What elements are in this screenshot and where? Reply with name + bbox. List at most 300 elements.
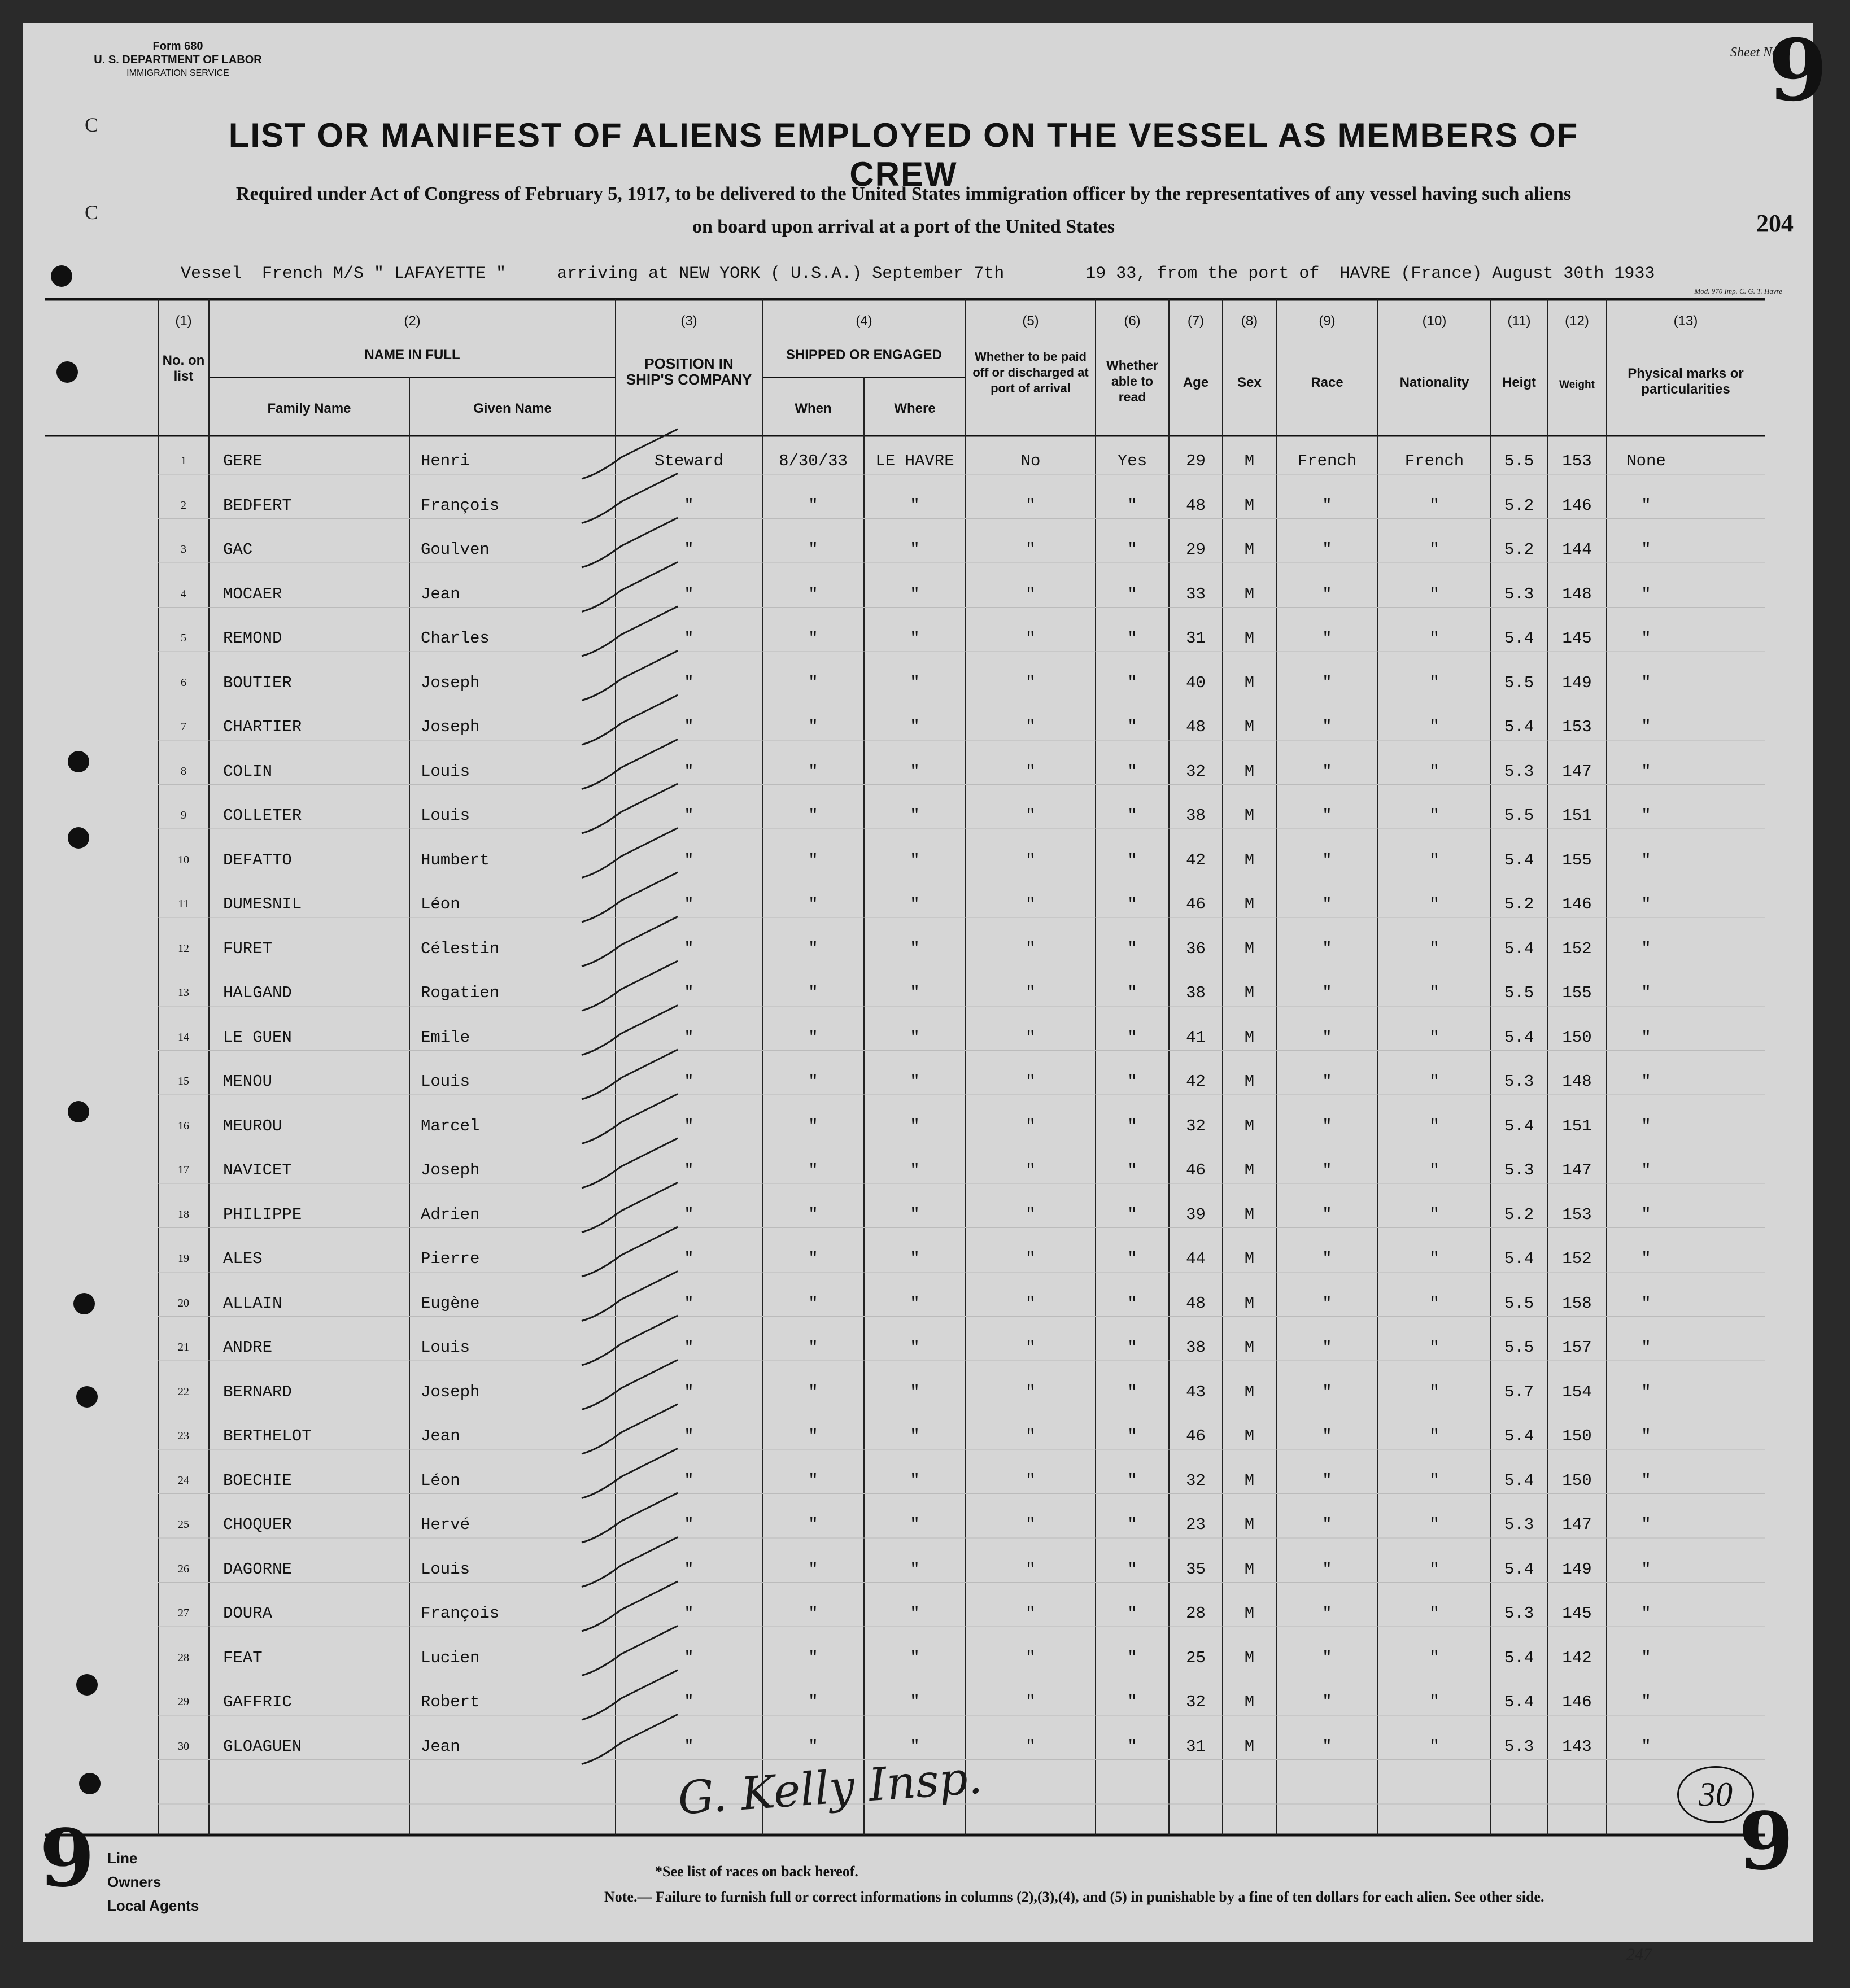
line-label: Line — [107, 1850, 138, 1867]
cell-read: " — [1127, 1294, 1137, 1313]
cell-position: " — [684, 1427, 694, 1445]
cell-marks: " — [1641, 1072, 1651, 1091]
cell-marks: " — [1641, 1515, 1651, 1534]
page-title: LIST OR MANIFEST OF ALIENS EMPLOYED ON THE VESSEL AS MEMBERS OF CREW — [228, 116, 1579, 193]
cell-given: Charles — [421, 629, 490, 648]
cell-sex: M — [1244, 673, 1255, 692]
cell-nationality: " — [1429, 1382, 1439, 1401]
cell-read: " — [1127, 1028, 1137, 1047]
cell-age: 28 — [1186, 1604, 1206, 1623]
cell-position: " — [684, 1205, 694, 1224]
cell-position: Steward — [655, 452, 723, 470]
cell-no: 24 — [178, 1474, 189, 1487]
cell-family: HALGAND — [223, 984, 292, 1002]
cell-height: 5.4 — [1504, 1116, 1534, 1135]
cell-height: 5.5 — [1504, 673, 1534, 692]
cell-race: " — [1322, 584, 1332, 604]
cell-weight: 152 — [1562, 1249, 1592, 1268]
cell-when: " — [808, 1249, 818, 1268]
cell-sex: M — [1244, 1116, 1255, 1135]
cell-race: " — [1322, 1737, 1332, 1756]
cell-race: " — [1322, 1072, 1332, 1091]
cell-given: Louis — [421, 762, 470, 781]
page-stamp: 247 — [1626, 1945, 1652, 1964]
cell-marks: " — [1641, 1737, 1651, 1756]
cell-marks: " — [1641, 718, 1651, 736]
cell-read: " — [1127, 718, 1137, 736]
cell-paid: " — [1026, 1382, 1036, 1401]
cell-when: " — [808, 1427, 818, 1445]
cell-position: " — [684, 895, 694, 914]
cell-given: Goulven — [421, 540, 490, 559]
cell-when: " — [808, 1515, 818, 1534]
cell-sex: M — [1244, 584, 1255, 604]
cell-no: 15 — [178, 1075, 189, 1087]
cell-where: " — [910, 762, 920, 781]
cell-race: " — [1322, 1028, 1332, 1047]
cell-weight: 144 — [1562, 540, 1592, 559]
cell-no: 17 — [178, 1164, 189, 1176]
cell-age: 46 — [1186, 1161, 1206, 1179]
cell-age: 38 — [1186, 806, 1206, 825]
col4-number: (4) — [856, 313, 872, 329]
cell-age: 39 — [1186, 1205, 1206, 1224]
cell-height: 5.2 — [1504, 1205, 1534, 1224]
col4-header: SHIPPED OR ENGAGED — [786, 347, 943, 362]
cell-nationality: " — [1429, 1294, 1439, 1313]
cell-where: " — [910, 673, 920, 692]
cell-nationality: " — [1429, 1028, 1439, 1047]
cell-height: 5.3 — [1504, 762, 1534, 781]
cell-marks: " — [1641, 1427, 1651, 1445]
cell-weight: 148 — [1562, 584, 1592, 604]
col5-number: (5) — [1022, 313, 1039, 329]
cell-read: " — [1127, 1604, 1137, 1623]
cell-where: " — [910, 895, 920, 914]
cell-read: " — [1127, 1648, 1137, 1667]
cell-sex: M — [1244, 1515, 1255, 1534]
cell-sex: M — [1244, 496, 1255, 515]
owners-label: Owners — [107, 1873, 162, 1890]
cell-marks: " — [1641, 1205, 1651, 1224]
cell-weight: 149 — [1562, 1559, 1592, 1579]
cell-weight: 145 — [1562, 629, 1592, 648]
cell-weight: 150 — [1562, 1028, 1592, 1047]
cell-nationality: " — [1429, 806, 1439, 825]
cell-family: DUMESNIL — [223, 895, 302, 914]
cell-when: " — [808, 1648, 818, 1667]
cell-where: " — [910, 1515, 920, 1534]
col2-number: (2) — [404, 313, 421, 329]
cell-weight: 148 — [1562, 1072, 1592, 1091]
cell-sex: M — [1244, 806, 1255, 825]
cell-when: " — [808, 1028, 818, 1047]
cell-race: " — [1322, 1116, 1332, 1135]
cell-given: Jean — [421, 584, 460, 604]
cell-race: " — [1322, 1559, 1332, 1579]
cell-given: Adrien — [421, 1205, 480, 1224]
cell-family: REMOND — [223, 629, 282, 648]
cell-given: Jean — [421, 1427, 460, 1445]
col7-number: (7) — [1187, 313, 1205, 329]
cell-marks: " — [1641, 673, 1651, 692]
cell-position: " — [684, 629, 694, 648]
cell-sex: M — [1244, 984, 1255, 1002]
cell-when: " — [808, 1294, 818, 1313]
cell-nationality: " — [1429, 984, 1439, 1002]
cell-height: 5.4 — [1504, 1028, 1534, 1047]
cell-family: BOECHIE — [223, 1471, 292, 1490]
cell-family: MOCAER — [223, 584, 282, 604]
col11-number: (11) — [1507, 313, 1531, 329]
cell-position: " — [684, 1515, 694, 1534]
margin-mark: C — [85, 113, 99, 136]
cell-age: 32 — [1186, 1693, 1206, 1711]
cell-race: " — [1322, 1515, 1332, 1534]
cell-weight: 153 — [1562, 1205, 1592, 1224]
cell-where: " — [910, 540, 920, 559]
cell-nationality: " — [1429, 1515, 1439, 1534]
cell-where: " — [910, 939, 920, 958]
family-name-header: Family Name — [267, 401, 351, 416]
cell-sex: M — [1244, 1693, 1255, 1711]
cell-race: " — [1322, 1161, 1332, 1179]
cell-paid: " — [1026, 496, 1036, 515]
cell-read: " — [1127, 629, 1137, 648]
col6-number: (6) — [1124, 313, 1141, 329]
cell-age: 46 — [1186, 1427, 1206, 1445]
cell-sex: M — [1244, 1205, 1255, 1224]
cell-no: 4 — [181, 587, 186, 600]
cell-read: " — [1127, 1515, 1137, 1534]
cell-race: " — [1322, 629, 1332, 648]
cell-no: 30 — [178, 1740, 189, 1753]
cell-race: " — [1322, 850, 1332, 870]
cell-age: 29 — [1186, 540, 1206, 559]
cell-when: " — [808, 1382, 818, 1401]
cell-marks: " — [1641, 1028, 1651, 1047]
cell-nationality: " — [1429, 1161, 1439, 1179]
cell-family: COLLETER — [223, 806, 302, 825]
cell-position: " — [684, 584, 694, 604]
cell-sex: M — [1244, 1737, 1255, 1756]
cell-no: 3 — [181, 543, 186, 556]
cell-sex: M — [1244, 1028, 1255, 1047]
requirement-line-1: Required under Act of Congress of February 5, 1917, to be delivered to the United States immigration officer by the representatives of any vessel having such aliens — [235, 183, 1572, 204]
cell-sex: M — [1244, 1382, 1255, 1401]
cell-given: Eugène — [421, 1294, 480, 1313]
cell-position: " — [684, 984, 694, 1002]
cell-family: NAVICET — [223, 1161, 292, 1179]
cell-nationality: " — [1429, 1338, 1439, 1357]
cell-given: Louis — [421, 1072, 470, 1091]
cell-age: 33 — [1186, 584, 1206, 604]
cell-given: Joseph — [421, 718, 480, 736]
cell-height: 5.5 — [1504, 452, 1534, 470]
cell-given: Hervé — [421, 1515, 470, 1534]
cell-when: " — [808, 1161, 818, 1179]
cell-where: " — [910, 1471, 920, 1490]
cell-where: " — [910, 1559, 920, 1579]
cell-given: François — [421, 496, 500, 515]
cell-where: " — [910, 1116, 920, 1135]
cell-position: " — [684, 718, 694, 736]
col9-number: (9) — [1319, 313, 1336, 329]
cell-read: " — [1127, 1116, 1137, 1135]
cell-position: " — [684, 1294, 694, 1313]
cell-sex: M — [1244, 895, 1255, 914]
cell-sex: M — [1244, 1072, 1255, 1091]
cell-family: BERTHELOT — [223, 1427, 312, 1445]
cell-nationality: " — [1429, 762, 1439, 781]
cell-where: " — [910, 1693, 920, 1711]
cell-no: 7 — [181, 720, 186, 733]
cell-position: " — [684, 850, 694, 870]
cell-read: " — [1127, 762, 1137, 781]
cell-given: Rogatien — [421, 984, 500, 1002]
cell-when: " — [808, 1559, 818, 1579]
cell-given: Louis — [421, 1338, 470, 1357]
cell-no: 11 — [178, 898, 189, 910]
cell-where: " — [910, 584, 920, 604]
cell-given: Lucien — [421, 1648, 480, 1667]
cell-nationality: " — [1429, 718, 1439, 736]
cell-nationality: " — [1429, 895, 1439, 914]
col1-header: No. on list — [162, 353, 205, 384]
given-name-header: Given Name — [473, 401, 552, 416]
cell-sex: M — [1244, 939, 1255, 958]
cell-nationality: " — [1429, 540, 1439, 559]
cell-weight: 151 — [1562, 806, 1592, 825]
cell-age: 32 — [1186, 762, 1206, 781]
cell-height: 5.4 — [1504, 1648, 1534, 1667]
cell-where: LE HAVRE — [875, 452, 954, 470]
cell-height: 5.2 — [1504, 496, 1534, 515]
cell-weight: 145 — [1562, 1604, 1592, 1623]
cell-age: 32 — [1186, 1471, 1206, 1490]
cell-marks: " — [1641, 1249, 1651, 1268]
cell-read: " — [1127, 1693, 1137, 1711]
cell-read: Yes — [1117, 452, 1147, 470]
cell-when: " — [808, 895, 818, 914]
cell-sex: M — [1244, 718, 1255, 736]
cell-when: " — [808, 1116, 818, 1135]
cell-paid: " — [1026, 1338, 1036, 1357]
cell-family: FEAT — [223, 1648, 263, 1667]
cell-given: Emile — [421, 1028, 470, 1047]
cell-when: " — [808, 1737, 818, 1756]
cell-race: " — [1322, 1338, 1332, 1357]
cell-sex: M — [1244, 629, 1255, 648]
cell-age: 35 — [1186, 1559, 1206, 1579]
cell-height: 5.4 — [1504, 1249, 1534, 1268]
cell-read: " — [1127, 1249, 1137, 1268]
cell-given: Léon — [421, 1471, 460, 1490]
cell-position: " — [684, 762, 694, 781]
cell-paid: " — [1026, 1249, 1036, 1268]
cell-family: LE GUEN — [223, 1028, 292, 1047]
cell-race: " — [1322, 1382, 1332, 1401]
cell-nationality: " — [1429, 939, 1439, 958]
cell-where: " — [910, 1028, 920, 1047]
col9-header: Race — [1311, 375, 1343, 390]
cell-weight: 147 — [1562, 762, 1592, 781]
cell-weight: 154 — [1562, 1382, 1592, 1401]
cell-family: BEDFERT — [223, 496, 292, 515]
cell-read: " — [1127, 673, 1137, 692]
cell-no: 29 — [178, 1696, 189, 1708]
print-mark: Mod. 970 Imp. C. G. T. Havre — [1694, 287, 1782, 295]
cell-when: " — [808, 850, 818, 870]
cell-marks: " — [1641, 1161, 1651, 1179]
cell-position: " — [684, 673, 694, 692]
cell-height: 5.5 — [1504, 1338, 1534, 1357]
cell-race: " — [1322, 1693, 1332, 1711]
cell-marks: None — [1626, 452, 1666, 470]
cell-height: 5.4 — [1504, 629, 1534, 648]
col12-number: (12) — [1565, 313, 1589, 329]
cell-where: " — [910, 984, 920, 1002]
cell-nationality: " — [1429, 1116, 1439, 1135]
cell-race: " — [1322, 984, 1332, 1002]
cell-read: " — [1127, 1382, 1137, 1401]
cell-sex: M — [1244, 1294, 1255, 1313]
cell-paid: " — [1026, 629, 1036, 648]
cell-given: Joseph — [421, 1161, 480, 1179]
cell-where: " — [910, 1072, 920, 1091]
cell-height: 5.3 — [1504, 584, 1534, 604]
cell-marks: " — [1641, 1648, 1651, 1667]
cell-nationality: " — [1429, 584, 1439, 604]
cell-nationality: " — [1429, 673, 1439, 692]
cell-race: " — [1322, 496, 1332, 515]
cell-race: " — [1322, 718, 1332, 736]
cell-sex: M — [1244, 762, 1255, 781]
cell-given: Pierre — [421, 1249, 480, 1268]
cell-family: DAGORNE — [223, 1559, 292, 1579]
cell-height: 5.4 — [1504, 1559, 1534, 1579]
cell-when: " — [808, 584, 818, 604]
cell-height: 5.3 — [1504, 1737, 1534, 1756]
cell-family: FURET — [223, 939, 273, 958]
cell-paid: " — [1026, 1072, 1036, 1091]
cell-where: " — [910, 718, 920, 736]
cell-position: " — [684, 1648, 694, 1667]
cell-height: 5.2 — [1504, 540, 1534, 559]
cell-paid: " — [1026, 1515, 1036, 1534]
cell-sex: M — [1244, 1338, 1255, 1357]
cell-height: 5.4 — [1504, 850, 1534, 870]
cell-family: COLIN — [223, 762, 273, 781]
col2-header: NAME IN FULL — [364, 347, 460, 362]
cell-family: GAFFRIC — [223, 1693, 292, 1711]
cell-no: 22 — [178, 1385, 189, 1398]
cell-marks: " — [1641, 1471, 1651, 1490]
cell-race: " — [1322, 1249, 1332, 1268]
cell-family: MEUROU — [223, 1116, 282, 1135]
cell-age: 31 — [1186, 1737, 1206, 1756]
cell-where: " — [910, 1427, 920, 1445]
cell-family: GLOAGUEN — [223, 1737, 302, 1756]
col3-number: (3) — [680, 313, 697, 329]
cell-no: 10 — [178, 853, 189, 866]
corner-number: 9 — [1738, 1795, 1794, 1888]
local-agents-label: Local Agents — [107, 1897, 199, 1914]
cell-age: 36 — [1186, 939, 1206, 958]
cell-weight: 146 — [1562, 496, 1592, 515]
cell-nationality: " — [1429, 1648, 1439, 1667]
cell-weight: 157 — [1562, 1338, 1592, 1357]
cell-no: 18 — [178, 1208, 189, 1221]
cell-age: 46 — [1186, 895, 1206, 914]
cell-nationality: " — [1429, 629, 1439, 648]
races-note: *See list of races on back hereof. — [655, 1863, 858, 1880]
cell-age: 38 — [1186, 984, 1206, 1002]
cell-no: 1 — [181, 455, 186, 467]
cell-family: PHILIPPE — [223, 1205, 302, 1224]
cell-age: 43 — [1186, 1382, 1206, 1401]
cell-when: " — [808, 1471, 818, 1490]
cell-when: " — [808, 1072, 818, 1091]
cell-height: 5.4 — [1504, 939, 1534, 958]
cell-paid: " — [1026, 718, 1036, 736]
cell-paid: " — [1026, 1471, 1036, 1490]
footer-labels — [107, 1846, 199, 1917]
cell-when: " — [808, 629, 818, 648]
cell-age: 42 — [1186, 1072, 1206, 1091]
cell-marks: " — [1641, 1604, 1651, 1623]
cell-read: " — [1127, 1737, 1137, 1756]
cell-height: 5.4 — [1504, 718, 1534, 736]
department-name: U. S. DEPARTMENT OF LABOR — [94, 54, 262, 66]
cell-nationality: " — [1429, 496, 1439, 515]
cell-sex: M — [1244, 1427, 1255, 1445]
cell-position: " — [684, 1116, 694, 1135]
cell-race: " — [1322, 540, 1332, 559]
cell-when: " — [808, 806, 818, 825]
cell-weight: 149 — [1562, 673, 1592, 692]
penalty-note: Note.— Failure to furnish full or correct informations in columns (2),(3),(4), and (5) in punishable by a fine of ten dollars for each alien. See other side. — [604, 1889, 1544, 1905]
cell-family: DEFATTO — [223, 850, 292, 870]
cell-no: 26 — [178, 1562, 189, 1575]
cell-marks: " — [1641, 1116, 1651, 1135]
cell-read: " — [1127, 1338, 1137, 1357]
cell-weight: 150 — [1562, 1427, 1592, 1445]
cell-paid: " — [1026, 895, 1036, 914]
cell-paid: " — [1026, 1648, 1036, 1667]
cell-weight: 147 — [1562, 1161, 1592, 1179]
cell-family: GERE — [223, 452, 263, 470]
cell-when: 8/30/33 — [779, 452, 848, 470]
cell-sex: M — [1244, 540, 1255, 559]
cell-paid: " — [1026, 762, 1036, 781]
cell-marks: " — [1641, 850, 1651, 870]
cell-sex: M — [1244, 1471, 1255, 1490]
cell-family: GAC — [223, 540, 253, 559]
cell-weight: 142 — [1562, 1648, 1592, 1667]
cell-given: François — [421, 1604, 500, 1623]
cell-weight: 147 — [1562, 1515, 1592, 1534]
requirement-line-2: on board upon arrival at a port of the United States — [692, 216, 1115, 237]
cell-age: 23 — [1186, 1515, 1206, 1534]
cell-when: " — [808, 673, 818, 692]
cell-marks: " — [1641, 1338, 1651, 1357]
cell-age: 41 — [1186, 1028, 1206, 1047]
cell-no: 14 — [178, 1030, 189, 1043]
cell-paid: " — [1026, 1559, 1036, 1579]
cell-where: " — [910, 1737, 920, 1756]
cell-position: " — [684, 1471, 694, 1490]
